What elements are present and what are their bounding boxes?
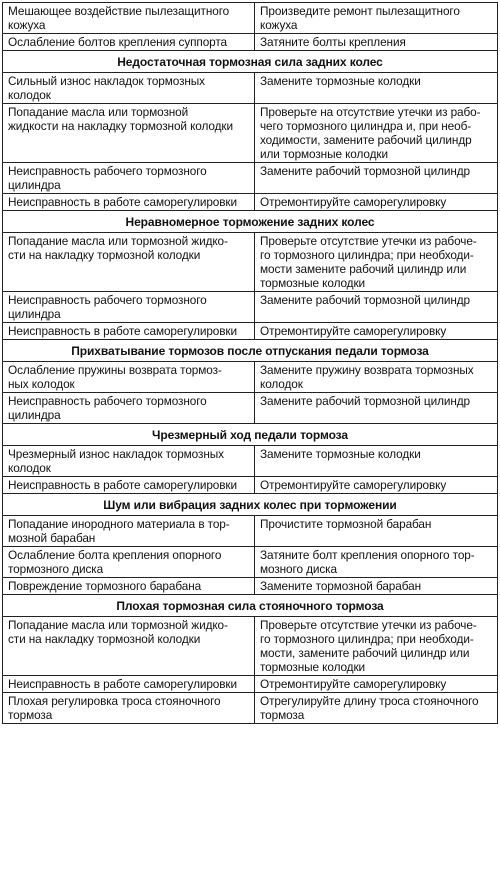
cause-cell (3, 34, 255, 51)
cause-text: Попадание масла или тормозной жидко- сти на накладку тормозной колодки (8, 618, 228, 646)
cause-text: Ослабление болта крепления опорного тормозного диска (8, 548, 222, 576)
fix-cell (255, 516, 498, 547)
cause-text: Сильный износ накладок тормозных колодок (8, 74, 205, 102)
cause-cell (3, 446, 255, 477)
table-row (3, 3, 498, 34)
table-row (3, 194, 498, 211)
cause-text: Неисправность в работе саморегулировки (8, 324, 237, 338)
cause-cell (3, 547, 255, 578)
fix-text: Затяните болт крепления опорного тор- мозного диска (260, 548, 475, 576)
table-row (3, 163, 498, 194)
table-row (3, 547, 498, 578)
cause-text: Неисправность в работе саморегулировки (8, 195, 237, 209)
fix-cell (255, 104, 498, 163)
section-header-row (3, 51, 498, 73)
cause-cell (3, 292, 255, 323)
fix-text: Произведите ремонт пылезащитного кожуха (260, 4, 460, 32)
table-row (3, 676, 498, 693)
section-header-row (3, 494, 498, 516)
fix-cell (255, 194, 498, 211)
cause-cell (3, 578, 255, 595)
section-header-row (3, 595, 498, 617)
fix-text: Замените тормозной барабан (260, 579, 421, 593)
fix-text: Проверьте на отсутствие утечки из рабо- чего тормозного цилиндра и, при необ- ходимости, замените рабочий цилиндр или тормозные колодки (260, 105, 481, 161)
fix-cell (255, 292, 498, 323)
fix-cell (255, 617, 498, 676)
table-row (3, 104, 498, 163)
cause-text: Ослабление пружины возврата тормоз- ных колодок (8, 363, 222, 391)
fix-cell (255, 446, 498, 477)
cause-text: Неисправность рабочего тормозного цилиндра (8, 293, 207, 321)
fix-cell (255, 547, 498, 578)
fix-text: Замените рабочий тормозной цилиндр (260, 164, 471, 178)
section-title: Плохая тормозная сила стояночного тормоза (3, 595, 498, 617)
cause-cell (3, 233, 255, 292)
cause-text: Плохая регулировка троса стояночного тормоза (8, 694, 221, 722)
table-row (3, 73, 498, 104)
cause-text: Попадание инородного материала в тор- мозной барабан (8, 517, 230, 545)
cause-cell (3, 104, 255, 163)
section-title: Чрезмерный ход педали тормоза (3, 424, 498, 446)
cause-text: Попадание масла или тормозной жидкости на накладку тормозной колодки (8, 105, 233, 133)
cause-text: Неисправность рабочего тормозного цилиндра (8, 394, 207, 422)
fix-text: Проверьте отсутствие утечки из рабоче- го тормозного цилиндра; при необходи- мости, замените рабочий цилиндр или тормозные колодки (260, 618, 477, 674)
cause-cell (3, 516, 255, 547)
cause-cell (3, 3, 255, 34)
table-row (3, 323, 498, 340)
fix-cell (255, 477, 498, 494)
section-header-row (3, 211, 498, 233)
section-title: Неравномерное торможение задних колес (3, 211, 498, 233)
fix-cell (255, 34, 498, 51)
table-row (3, 393, 498, 424)
fix-cell (255, 693, 498, 724)
cause-text: Неисправность рабочего тормозного цилиндра (8, 164, 207, 192)
cause-text: Неисправность в работе саморегулировки (8, 677, 237, 691)
table-row (3, 446, 498, 477)
fix-text: Замените тормозные колодки (260, 74, 421, 88)
fix-cell (255, 323, 498, 340)
section-header-row (3, 424, 498, 446)
cause-cell (3, 73, 255, 104)
table-row (3, 34, 498, 51)
fix-text: Отремонтируйте саморегулировку (260, 478, 447, 492)
cause-cell (3, 362, 255, 393)
table-row (3, 617, 498, 676)
table-row (3, 292, 498, 323)
fix-cell (255, 3, 498, 34)
cause-cell (3, 676, 255, 693)
fix-text: Замените пружину возврата тормозных колодок (260, 363, 474, 391)
cause-cell (3, 617, 255, 676)
cause-text: Неисправность в работе саморегулировки (8, 478, 237, 492)
section-header-row (3, 340, 498, 362)
table-row (3, 693, 498, 724)
fix-cell (255, 233, 498, 292)
fix-text: Затяните болты крепления (260, 35, 406, 49)
cause-cell (3, 693, 255, 724)
cause-text: Чрезмерный износ накладок тормозных колодок (8, 447, 224, 475)
fix-cell (255, 676, 498, 693)
section-title: Прихватывание тормозов после отпускания педали тормоза (3, 340, 498, 362)
table-row (3, 362, 498, 393)
fix-text: Прочистите тормозной барабан (260, 517, 432, 531)
table-body (3, 3, 498, 724)
cause-cell (3, 477, 255, 494)
fix-text: Проверьте отсутствие утечки из рабоче- го тормозного цилиндра; при необходи- мости замените рабочий цилиндр или тормозные колодки (260, 234, 477, 290)
cause-text: Ослабление болтов крепления суппорта (8, 35, 228, 49)
fix-cell (255, 163, 498, 194)
table-row (3, 233, 498, 292)
fix-cell (255, 393, 498, 424)
table-row (3, 578, 498, 595)
fix-cell (255, 73, 498, 104)
fix-text: Замените рабочий тормозной цилиндр (260, 293, 471, 307)
cause-cell (3, 323, 255, 340)
fix-text: Замените тормозные колодки (260, 447, 421, 461)
fix-text: Отремонтируйте саморегулировку (260, 195, 447, 209)
cause-text: Мешающее воздействие пылезащитного кожуха (8, 4, 230, 32)
section-title: Недостаточная тормозная сила задних колес (3, 51, 498, 73)
fix-text: Отремонтируйте саморегулировку (260, 677, 447, 691)
fix-cell (255, 362, 498, 393)
table-row (3, 477, 498, 494)
fix-text: Замените рабочий тормозной цилиндр (260, 394, 471, 408)
fix-text: Отремонтируйте саморегулировку (260, 324, 447, 338)
fix-text: Отрегулируйте длину троса стояночного тормоза (260, 694, 479, 722)
cause-text: Повреждение тормозного барабана (8, 579, 202, 593)
cause-text: Попадание масла или тормозной жидко- сти на накладку тормозной колодки (8, 234, 228, 262)
troubleshooting-table (2, 2, 498, 724)
cause-cell (3, 393, 255, 424)
fix-cell (255, 578, 498, 595)
cause-cell (3, 194, 255, 211)
cause-cell (3, 163, 255, 194)
section-title: Шум или вибрация задних колес при торможении (3, 494, 498, 516)
table-row (3, 516, 498, 547)
